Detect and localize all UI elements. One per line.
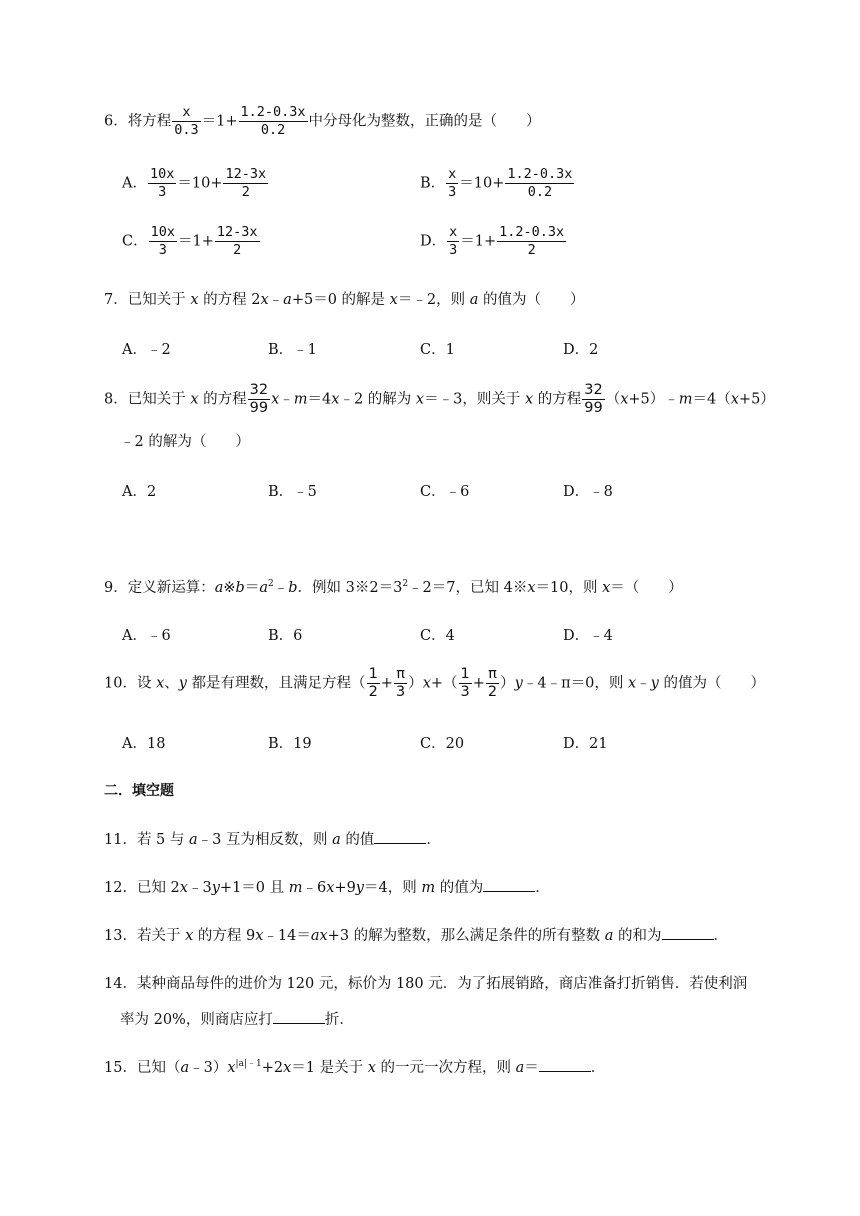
question-15: 15．已知$(a﹣3)x^{|a|﹣1}+2x=1$ 是关于 x 的一元一次方程，则 a＝ ． <box>104 1059 606 1076</box>
q6-options-row-2 <box>122 224 820 258</box>
option-a[interactable]: A．2 <box>122 484 157 500</box>
fraction: $\frac{1.2-0.3x}{0.2}$ <box>240 104 306 138</box>
option-a[interactable]: A．﹣2 <box>122 342 171 358</box>
question-14-line-2: 率为 20%，则商店应打 折． <box>120 1012 354 1028</box>
question-11: 11．若 5 与 a﹣3 互为相反数，则 a 的值 ． <box>104 832 441 848</box>
question-number: 12． <box>104 880 137 896</box>
option-c[interactable]: C．1 <box>420 342 455 358</box>
question-number: 13． <box>104 928 137 944</box>
question-7: 7．已知关于 x 的方程 2x﹣a+5＝0 的解是 x＝﹣2，则 a 的值为（ ） <box>104 292 585 308</box>
question-8: 8．已知关于 x 的方程 $\frac{32}{99}$ x﹣m＝4x﹣2 的解为 x＝﹣3，则关于 x 的方程 $\frac{32}{99}$ （x+5）﹣m＝4（x+5） <box>104 382 775 416</box>
option-b[interactable]: B．6 <box>268 628 303 644</box>
q10-options <box>122 732 820 762</box>
question-12: 12．已知 2x﹣3y+1＝0 且 m﹣6x+9y＝4，则 m 的值为 ． <box>104 880 550 896</box>
option-b[interactable]: B．﹣1 <box>268 342 317 358</box>
option-d[interactable]: D． $\frac{x}{3}$ ＝1+ $\frac{1.2-0.3x}{2}$ <box>420 224 565 258</box>
question-number: 9． <box>104 580 128 596</box>
question-number: 6． <box>104 113 128 130</box>
q8-options <box>122 480 820 510</box>
option-c[interactable]: C．﹣6 <box>420 484 470 500</box>
question-10: 10．设 x、y 都是有理数，且满足方程（ $\frac{1}{2}$ + $\frac{\pi}{3}$ ）x+（ $\frac{1}{3}$ + $\frac{\pi}{2}$ ）y﹣4﹣π＝0，则 x﹣y 的值为（ ） <box>104 666 765 700</box>
option-b[interactable]: B． $\frac{x}{3}$ ＝10+ $\frac{1.2-0.3x}{0.2}$ <box>420 166 573 200</box>
question-8-line-2: ﹣2 的解为（ ） <box>120 434 250 450</box>
fraction: $\frac{32}{99}$ <box>584 382 603 416</box>
answer-blank[interactable] <box>483 879 535 892</box>
fraction: $\frac{\pi}{3}$ <box>395 666 406 700</box>
question-number: 8． <box>104 391 128 408</box>
option-a[interactable]: A．﹣6 <box>122 628 171 644</box>
q7-options <box>122 338 820 368</box>
option-a[interactable]: A． $\frac{10x}{3}$ ＝10+ $\frac{12-3x}{2}$ <box>122 166 267 200</box>
question-number: 10． <box>104 675 137 692</box>
question-number: 7． <box>104 292 128 308</box>
fraction: $\frac{32}{99}$ <box>249 382 269 416</box>
option-d[interactable]: D．﹣8 <box>563 484 613 500</box>
section-title: 二．填空题 <box>104 783 174 799</box>
question-6: 6．将方程 $\frac{x}{0.3}$ ＝1+ $\frac{1.2-0.3x}{0.2}$ 中分母化为整数，正确的是（ ） <box>104 104 541 138</box>
fraction: $\frac{x}{0.3}$ <box>174 104 199 138</box>
option-c[interactable]: C． $\frac{10x}{3}$ ＝1+ $\frac{12-3x}{2}$ <box>122 224 258 258</box>
option-d[interactable]: D．21 <box>563 736 608 752</box>
question-number: 14． <box>104 976 137 992</box>
option-c[interactable]: C．20 <box>420 736 465 752</box>
question-number: 11． <box>104 832 137 848</box>
answer-blank[interactable] <box>273 1011 325 1024</box>
question-13: 13．若关于 x 的方程 9x﹣14＝ax+3 的解为整数，那么满足条件的所有整数 a 的和为 ． <box>104 928 729 944</box>
option-b[interactable]: B．﹣5 <box>268 484 317 500</box>
answer-blank[interactable] <box>539 1059 591 1072</box>
option-a[interactable]: A．18 <box>122 736 166 752</box>
question-9: 9．定义新运算：$a※b=a^2﹣b$．例如 $3※2=3^2﹣2=7$，已知 4※x＝10，则 x＝（ ） <box>104 579 683 596</box>
q6-options-row-1 <box>122 166 820 200</box>
question-number: 15． <box>104 1060 137 1076</box>
option-c[interactable]: C．4 <box>420 628 455 644</box>
option-b[interactable]: B．19 <box>268 736 312 752</box>
fraction: $\frac{1}{3}$ <box>460 666 470 700</box>
q9-options <box>122 624 820 654</box>
fraction: $\frac{\pi}{2}$ <box>487 666 498 700</box>
answer-blank[interactable] <box>662 927 714 940</box>
answer-blank[interactable] <box>374 831 426 844</box>
option-d[interactable]: D．2 <box>563 342 599 358</box>
option-d[interactable]: D．﹣4 <box>563 628 613 644</box>
fraction: $\frac{1}{2}$ <box>368 666 378 700</box>
question-14: 14．某种商品每件的进价为 120 元，标价为 180 元．为了拓展销路，商店准备打折销售．若使利润 <box>104 976 748 992</box>
